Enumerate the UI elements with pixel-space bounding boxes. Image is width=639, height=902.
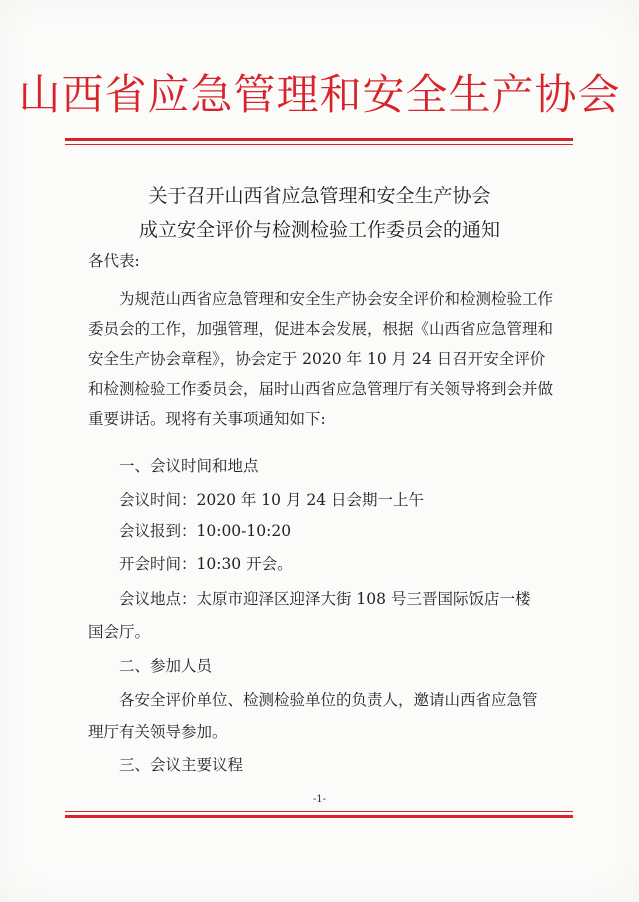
registration-time: 会议报到：10:00-10:20 (119, 522, 292, 540)
venue-line-1: 会议地点：太原市迎泽区迎泽大街 108 号三晋国际饭店一楼 (119, 590, 531, 608)
org-letterhead-title: 山西省应急管理和安全生产协会 (18, 70, 621, 119)
footer-rule-thick (65, 815, 573, 818)
section-3-heading: 三、会议主要议程 (119, 756, 244, 774)
section-2-heading: 二、参加人员 (119, 657, 213, 675)
participants-line-1: 各安全评价单位、检测检验单位的负责人，邀请山西省应急管 (119, 691, 538, 709)
page-number: -1- (312, 794, 327, 805)
footer-rule-thin (65, 811, 573, 812)
section-1-heading: 一、会议时间和地点 (119, 457, 259, 475)
intro-paragraph: 为规范山西省应急管理和安全生产协会安全评价和检测检验工作委员会的工作，加强管理，促进本会发展，根据《山西省应急管理和安全生产协会章程》，协会定于 2020 年 10 月 24 日召开安全评价和检测检验工作委员会，届时山西省应急管理厅有关领导将到会并做重要讲话。现将有关事项通知如下: (88, 290, 554, 428)
salutation: 各代表: (88, 252, 140, 270)
notice-title-line-2: 成立安全评价与检测检验工作委员会的通知 (138, 219, 500, 241)
participants-line-2: 理厅有关领导参加。 (88, 723, 228, 741)
venue-line-2: 国会厅。 (88, 623, 151, 641)
letterhead-rule-thin (65, 144, 573, 145)
meeting-time: 会议时间：2020 年 10 月 24 日会期一上午 (119, 491, 425, 509)
letterhead-rule-thick (65, 138, 573, 141)
opening-time: 开会时间：10:30 开会。 (119, 555, 293, 573)
notice-title-line-1: 关于召开山西省应急管理和安全生产协会 (148, 185, 491, 207)
